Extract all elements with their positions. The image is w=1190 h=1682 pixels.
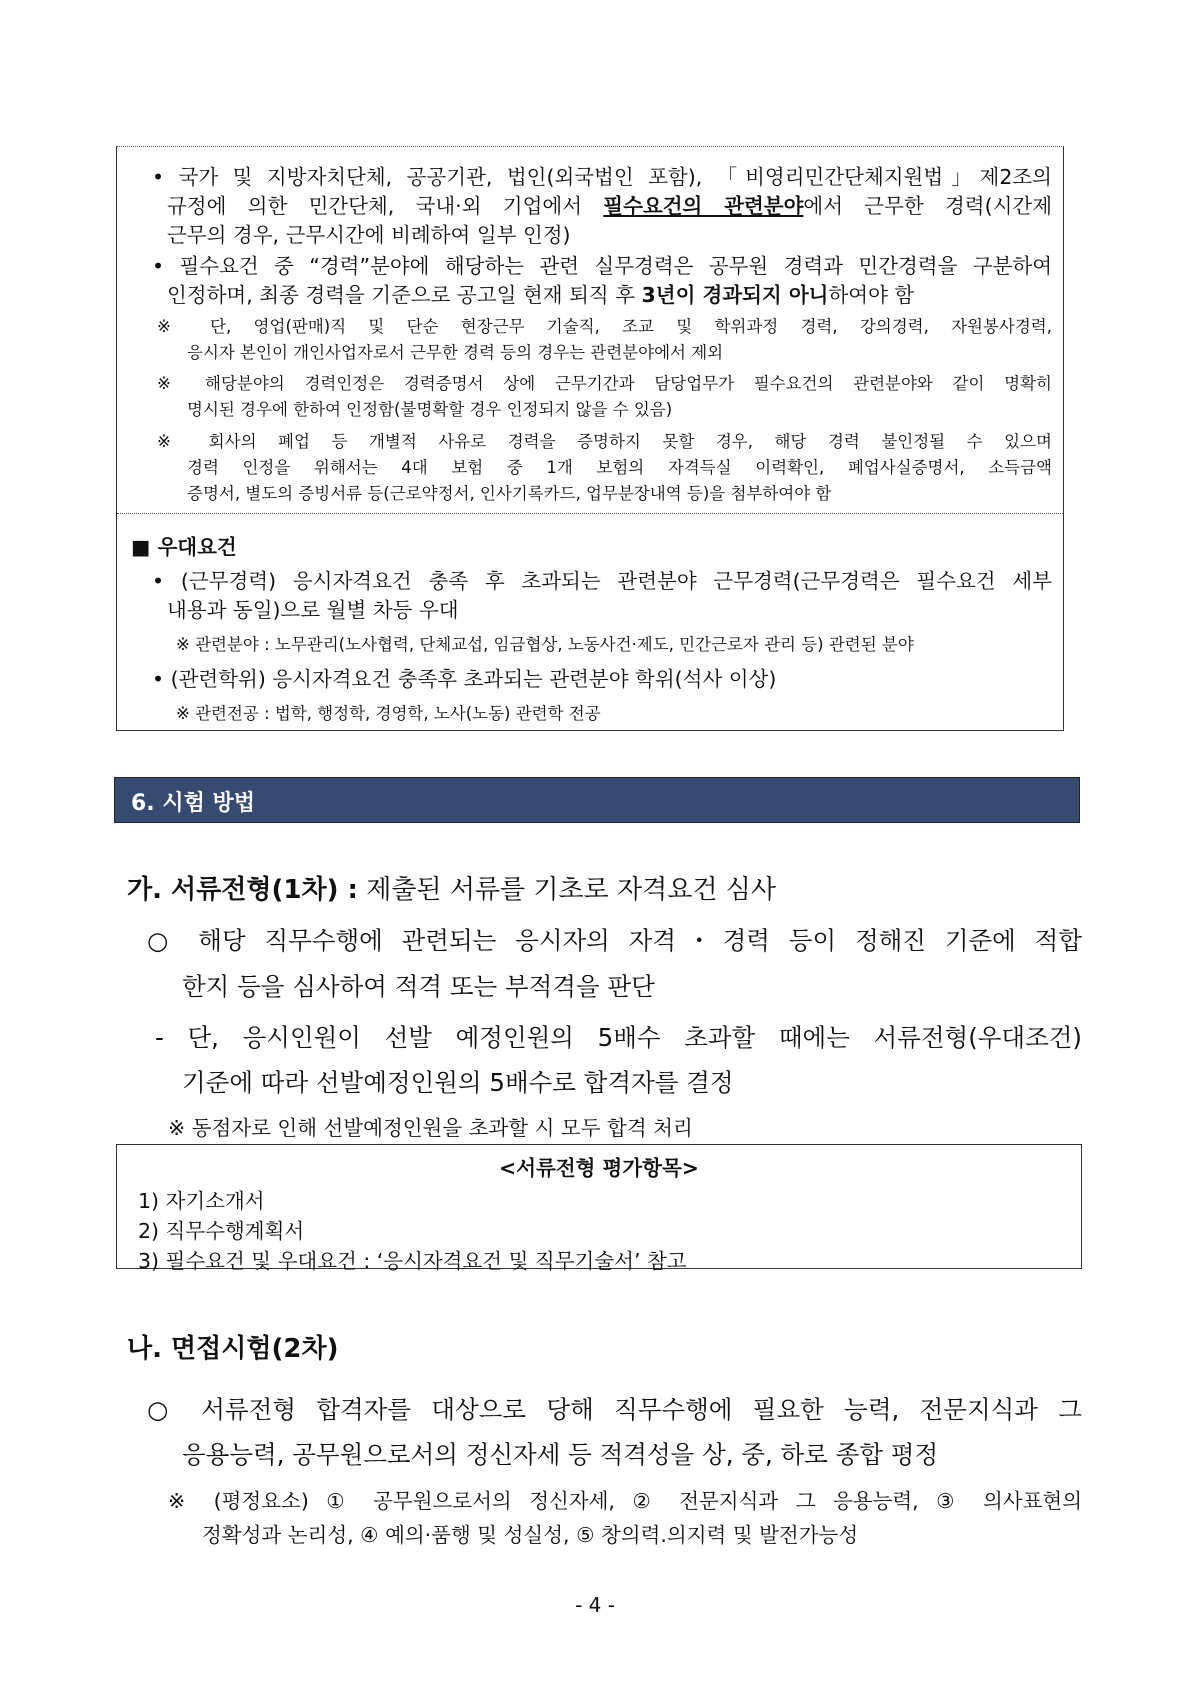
note-line: ※ 단, 영업(판매)직 및 단순 현장근무 기술직, 조교 및 학위과정 경력, 강의경력, 자원봉사경력, <box>157 317 1052 336</box>
interview-heading: 나. 면접시험(2차) <box>127 1334 339 1364</box>
bullet-line: • 필수요건 중 “경력”분야에 해당하는 관련 실무경력은 공무원 경력과 민간경력을 구분하여 <box>152 254 1052 278</box>
bullet-line: 근무의 경우, 근무시간에 비례하여 일부 인정) <box>167 223 571 247</box>
note-line: ※ 해당분야의 경력인정은 경력증명서 상에 근무기간과 담당업무가 필수요건의 관련분야와 같이 명확히 <box>157 374 1052 393</box>
note-line: ※ 동점자로 인해 선발예정인원을 초과할 시 모두 합격 처리 <box>168 1116 693 1140</box>
section-header-bar <box>114 777 1080 823</box>
divider <box>117 513 1063 514</box>
note-line: 응시자 본인이 개인사업자로서 근무한 경력 등의 경우는 관련분야에서 제외 <box>187 343 724 362</box>
note-line: ※ (평정요소) ① 공무원으로서의 정신자세, ② 전문지식과 그 응용능력, ③ 의사표현의 <box>168 1489 1082 1513</box>
bullet-line: • 국가 및 지방자치단체, 공공기관, 법인(외국법인 포함), 「비영리민간단체지원법」제2조의 <box>152 165 1052 189</box>
evaluation-box-title: <서류전형 평가항목> <box>499 1156 699 1180</box>
section-title: 6. 시험 방법 <box>131 791 255 816</box>
note-line: ※ 회사의 폐업 등 개별적 사유로 경력을 증명하지 못할 경우, 해당 경력 불인정될 수 있으며 <box>157 432 1052 451</box>
circle-item: 응용능력, 공무원으로서의 정신자세 등 적격성을 상, 중, 하로 종합 평정 <box>182 1440 939 1469</box>
bullet-line: 내용과 동일)으로 월별 차등 우대 <box>167 598 459 622</box>
note-line: ※ 관련전공 : 법학, 행정학, 경영학, 노사(노동) 관련학 전공 <box>176 704 601 723</box>
bullet-line: 규정에 의한 민간단체, 국내·외 기업에서 필수요건의 관련분야에서 근무한 경력(시간제 <box>167 194 1053 218</box>
bullet-line: • (관련학위) 응시자격요건 충족후 초과되는 관련분야 학위(석사 이상) <box>152 667 777 691</box>
page-number: - 4 - <box>575 1593 615 1617</box>
evaluation-item: 2) 직무수행계획서 <box>138 1219 305 1243</box>
note-line: 정확성과 논리성, ④ 예의·품행 및 성실성, ⑤ 창의력.의지력 및 발전가능성 <box>202 1523 859 1547</box>
bullet-line: 인정하며, 최종 경력을 기준으로 공고일 현재 퇴직 후 3년이 경과되지 아니하여야 함 <box>167 283 915 307</box>
note-line: 명시된 경우에 한하여 인정함(불명확할 경우 인정되지 않을 수 있음) <box>187 400 673 419</box>
note-line: 경력 인정을 위해서는 4대 보험 중 1개 보험의 자격득실 이력확인, 폐업사실증명서, 소득금액 <box>187 458 1052 477</box>
circle-item: ○ 서류전형 합격자를 대상으로 당해 직무수행에 필요한 능력, 전문지식과 그 <box>147 1395 1082 1424</box>
dash-item: 기준에 따라 선발예정인원의 5배수로 합격자를 결정 <box>182 1068 734 1097</box>
circle-item: ○ 해당 직무수행에 관련되는 응시자의 자격・경력 등이 정해진 기준에 적합 <box>147 926 1082 955</box>
evaluation-item: 1) 자기소개서 <box>138 1189 265 1213</box>
dash-item: - 단, 응시인원이 선발 예정인원의 5배수 초과할 때에는 서류전형(우대조건) <box>155 1023 1082 1052</box>
doc-screening-heading: 가. 서류전형(1차) : 제출된 서류를 기초로 자격요건 심사 <box>127 875 777 905</box>
note-line: ※ 관련분야 : 노무관리(노사협력, 단체교섭, 임금협상, 노동사건·제도, 민간근로자 관리 등) 관련된 분야 <box>176 635 914 654</box>
preference-title: ■ 우대요건 <box>131 535 237 559</box>
circle-item: 한지 등을 심사하여 적격 또는 부적격을 판단 <box>182 972 655 1001</box>
note-line: 증명서, 별도의 증빙서류 등(근로약정서, 인사기록카드, 업무분장내역 등)을 첨부하여야 함 <box>187 484 832 503</box>
evaluation-item: 3) 필수요건 및 우대요건 : ‘응시자격요건 및 직무기술서’ 참고 <box>138 1249 687 1273</box>
bullet-line: • (근무경력) 응시자격요건 충족 후 초과되는 관련분야 근무경력(근무경력은 필수요건 세부 <box>152 569 1052 593</box>
